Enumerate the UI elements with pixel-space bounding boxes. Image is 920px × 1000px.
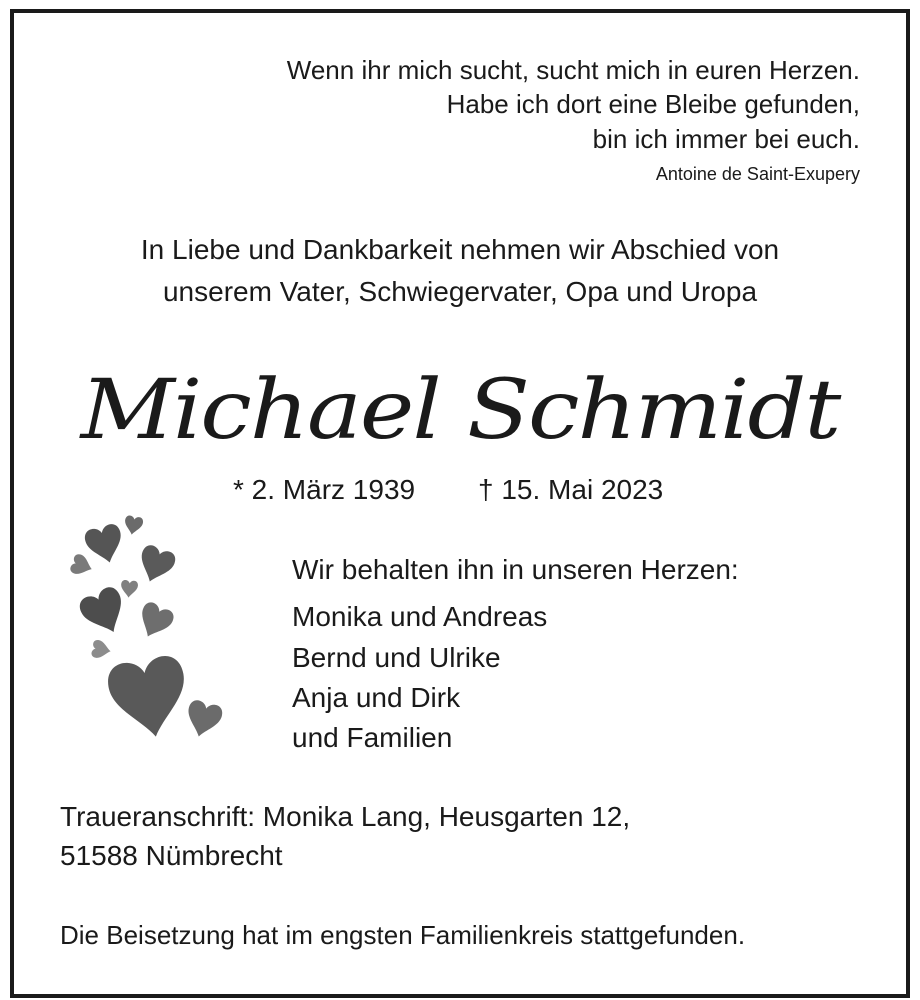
intro-line-1: In Liebe und Dankbarkeit nehmen wir Abschied von <box>140 234 780 265</box>
address-line-2: 51588 Nümbrecht <box>60 840 283 871</box>
address-line-1: Traueranschrift: Monika Lang, Heusgarten 12, <box>60 801 631 832</box>
birth-date: * 2. März 1939 <box>233 474 416 505</box>
heart-top-small <box>123 515 144 536</box>
mourner-2: Bernd und Ulrike <box>292 642 501 673</box>
burial-notice: Die Beisetzung hat im engsten Familienkreis stattgefunden. <box>60 920 746 950</box>
heart-upper-right <box>134 543 178 587</box>
quote-line-3: bin ich immer bei euch. <box>592 124 860 154</box>
mourner-4: und Familien <box>292 722 453 753</box>
mourner-1: Monika und Andreas <box>292 601 548 632</box>
heart-large-bottom <box>105 653 193 743</box>
hearts-cluster-icon <box>50 510 240 760</box>
heart-left-edge <box>69 553 95 579</box>
mourners-heading: Wir behalten ihn in unseren Herzen: <box>292 554 739 585</box>
death-date: † 15. Mai 2023 <box>478 474 664 505</box>
heart-middle-left <box>76 584 132 641</box>
quote-author: Antoine de Saint-Exupery <box>655 164 860 184</box>
quote-line-1: Wenn ihr mich sucht, sucht mich in euren Herzen. <box>286 55 860 85</box>
quote-line-2: Habe ich dort eine Bleibe gefunden, <box>446 89 860 119</box>
heart-upper-left <box>83 522 127 567</box>
heart-bottom-right <box>182 698 224 741</box>
intro-line-2: unserem Vater, Schwiegervater, Opa und Uropa <box>162 276 758 307</box>
heart-middle-right <box>133 600 176 643</box>
deceased-name: Michael Schmidt <box>80 361 840 458</box>
heart-middle-small <box>120 580 138 599</box>
heart-small-left <box>91 639 112 660</box>
mourner-3: Anja und Dirk <box>292 682 461 713</box>
